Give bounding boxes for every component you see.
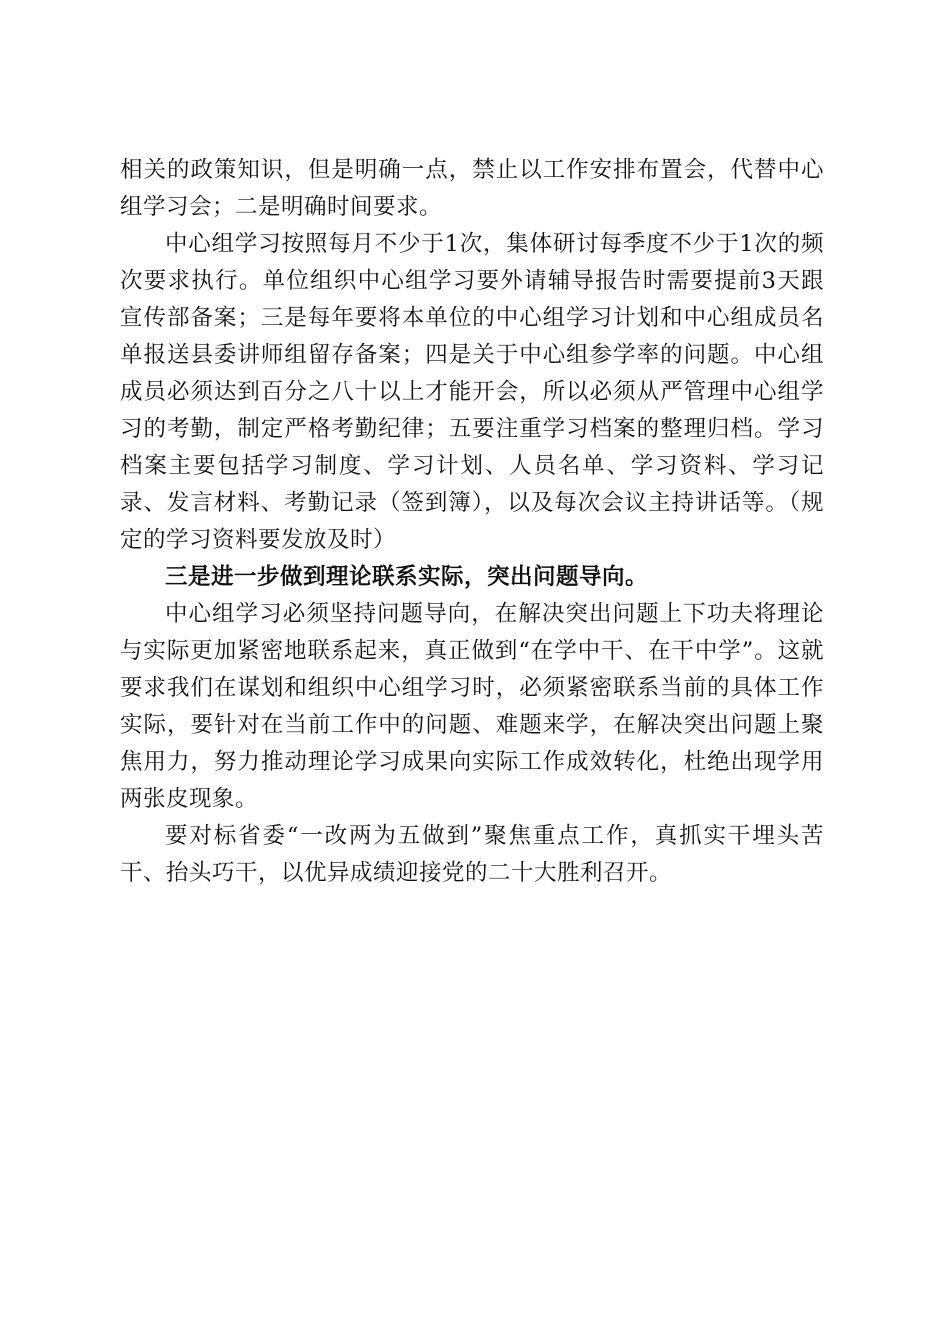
section-heading-theory-practice: 三是进一步做到理论联系实际，突出问题导向。 — [165, 564, 649, 590]
paragraph-study-requirements: 中心组学习按照每月不少于1次，集体研讨每季度不少于1次的频次要求执行。单位组织中心组学习要外请辅导报告时需要提前3天跟宣传部备案；三是每年要将本单位的中心组学习计划和中心组成员名单报送县委讲师组留存备案；四是关于中心组参学率的问题。中心组成员必须达到百分之八十以上才能开会，所以必须从严管理中心组学习的考勤，制定严格考勤纪律；五要注重学习档案的整理归档。学习档案主要包括学习制度、学习计划、人员名单、学习资料、学习记录、发言材料、考勤记录（签到簿），以及每次会议主持讲话等。（规定的学习资料要发放及时） — [120, 231, 824, 553]
paragraph-closing: 要对标省委“一改两为五做到”聚焦重点工作，真抓实干埋头苦干、抬头巧干，以优异成绩迎接党的二十大胜利召开。 — [120, 823, 824, 886]
paragraph-continuation: 相关的政策知识，但是明确一点，禁止以工作安排布置会，代替中心组学习会；二是明确时间要求。 — [120, 157, 824, 220]
document-body — [120, 152, 824, 892]
paragraph-problem-orientation: 中心组学习必须坚持问题导向，在解决突出问题上下功夫将理论与实际更加紧密地联系起来，真正做到“在学中干、在干中学”。这就要求我们在谋划和组织中心组学习时，必须紧密联系当前的具体工作实际，要针对在当前工作中的问题、难题来学，在解决突出问题上聚焦用力，努力推动理论学习成果向实际工作成效转化，杜绝出现学用两张皮现象。 — [120, 601, 824, 812]
